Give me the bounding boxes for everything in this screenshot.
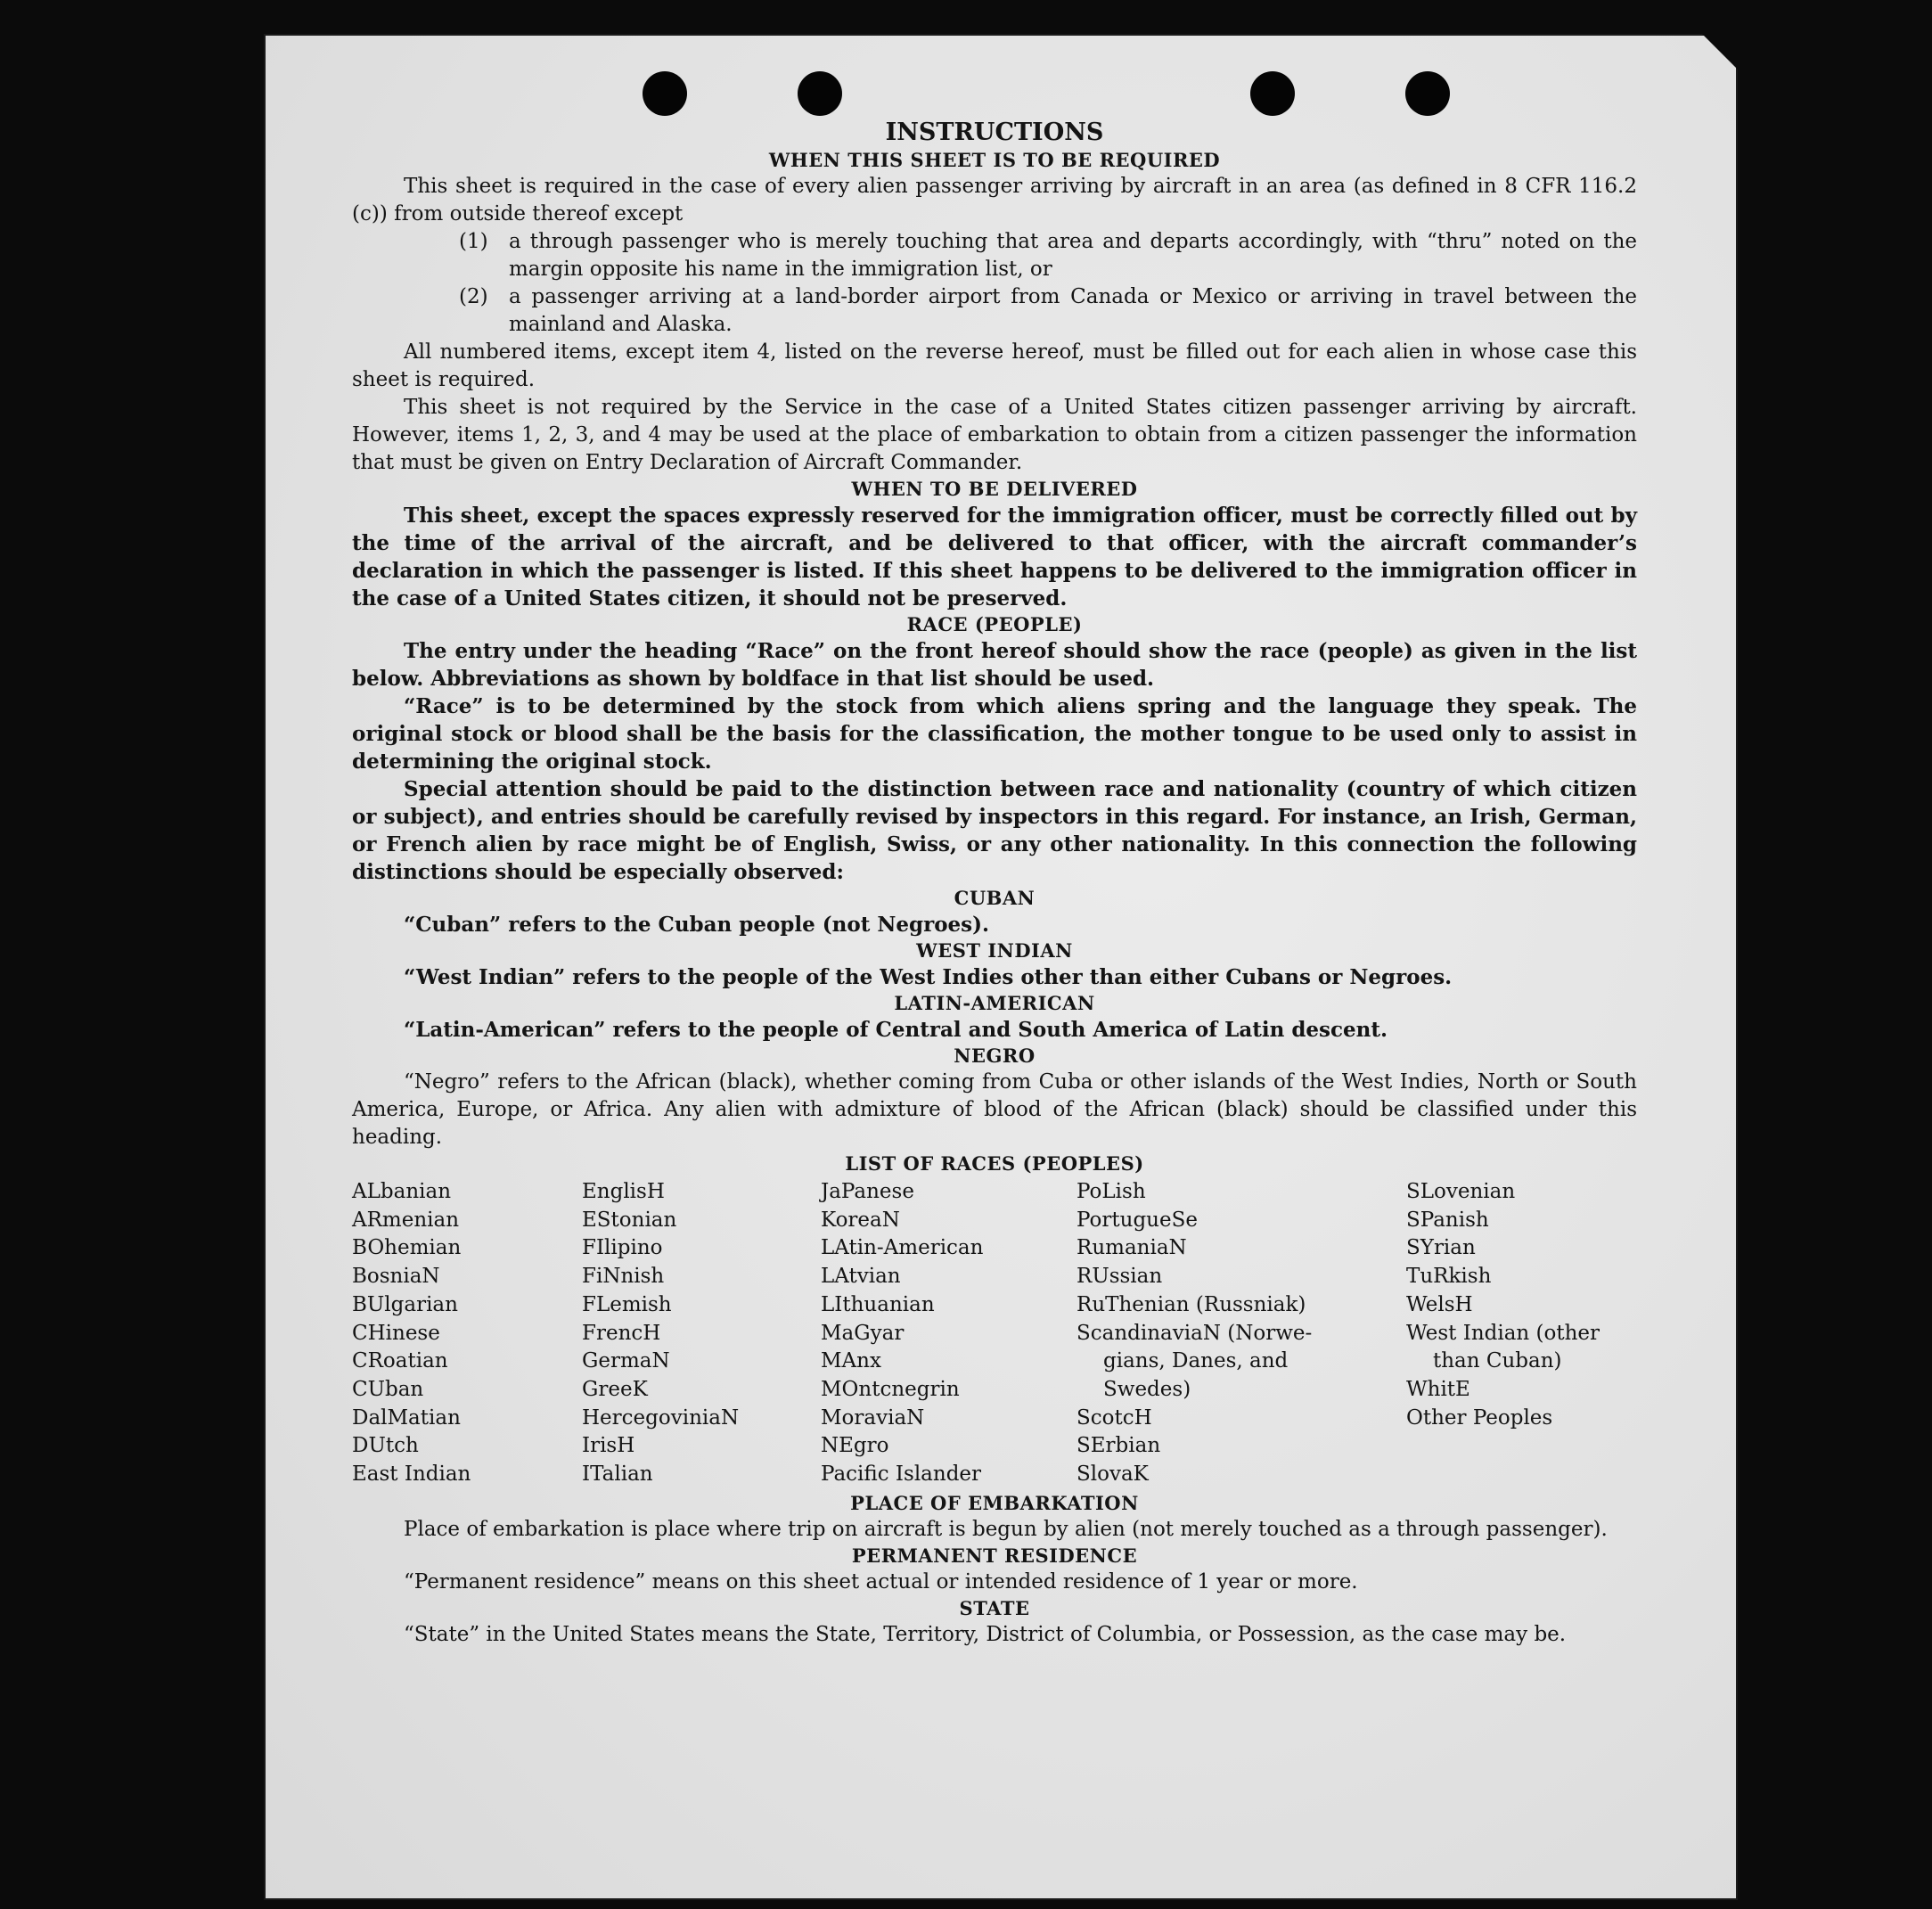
race-entry: MOntcnegrin: [821, 1377, 960, 1401]
race-column-1: [352, 1178, 582, 1489]
race-entry: DalMatian: [352, 1405, 461, 1430]
race-entry: HercegoviniaN: [582, 1405, 740, 1430]
item-number: (1): [459, 230, 488, 253]
section-heading-west-indian: WEST INDIAN: [916, 939, 1073, 962]
punch-hole: [1405, 71, 1450, 116]
embarkation-paragraph: Place of embarkation is place where trip on aircraft is begun by alien (not merely touched as a through passenger).: [404, 1517, 1608, 1541]
item-text: a passenger arriving at a land-border airport from Canada or Mexico or arriving in travel between the mainland and Alaska.: [509, 285, 1637, 336]
section-heading-race: RACE (PEOPLE): [906, 613, 1083, 635]
race-entry: WelsH: [1406, 1292, 1473, 1316]
race-entry: EStonian: [582, 1208, 677, 1232]
race-column-4: [1077, 1178, 1406, 1489]
numbered-items-paragraph: All numbered items, except item 4, listed on the reverse hereof, must be filled out for each alien in whose case this sheet is required.: [352, 340, 1637, 391]
race-entry: MAnx: [821, 1349, 881, 1373]
section-heading-embarkation: PLACE OF EMBARKATION: [850, 1491, 1139, 1514]
race-entry-continuation: than Cuban): [1433, 1349, 1562, 1373]
section-heading-negro: NEGRO: [954, 1045, 1036, 1067]
race-entry: East Indian: [352, 1462, 471, 1487]
section-heading-latin-american: LATIN-AMERICAN: [894, 992, 1095, 1014]
race-entry: SYrian: [1406, 1236, 1476, 1260]
race-entry: ScotcH: [1077, 1405, 1152, 1430]
cuban-paragraph: “Cuban” refers to the Cuban people (not Negroes).: [404, 913, 990, 937]
race-entry: LAtvian: [821, 1265, 901, 1289]
state-paragraph: “State” in the United States means the State, Territory, District of Columbia, or Possession, as the case may be.: [404, 1622, 1567, 1646]
race-column-5: [1406, 1178, 1637, 1489]
race-entry: TuRkish: [1406, 1265, 1492, 1289]
race-entry: BOhemian: [352, 1236, 462, 1260]
race-entry: Other Peoples: [1406, 1405, 1553, 1430]
section-heading-residence: PERMANENT RESIDENCE: [851, 1544, 1138, 1567]
document-sheet: [266, 36, 1736, 1898]
race-entry: IrisH: [582, 1434, 635, 1458]
race-entry: BosniaN: [352, 1265, 440, 1289]
race-entry: SLovenian: [1406, 1180, 1516, 1203]
race-entry: GermaN: [582, 1349, 670, 1373]
race-column-2: [582, 1178, 821, 1489]
race-entry: RuThenian (Russniak): [1077, 1292, 1306, 1316]
west-indian-paragraph: “West Indian” refers to the people of the West Indies other than either Cubans or Negroes.: [404, 965, 1453, 989]
race-entry: MaGyar: [821, 1321, 905, 1345]
negro-paragraph: “Negro” refers to the African (black), whether coming from Cuba or other islands of the West Indies, North or South America, Europe, or Africa. Any alien with admixture of blood of the African (black) should be classified under this heading.: [352, 1070, 1637, 1149]
race-entry: SlovaK: [1077, 1462, 1149, 1487]
race-list: [352, 1178, 1637, 1489]
race-entry: WhitE: [1406, 1377, 1470, 1401]
race-entry: Pacific Islander: [821, 1462, 982, 1487]
race-entry: ITalian: [582, 1462, 653, 1487]
race-entry: MoraviaN: [821, 1405, 925, 1430]
race-entry: SPanish: [1406, 1208, 1489, 1232]
race-entry: DUtch: [352, 1434, 419, 1458]
exception-item-2: [352, 283, 1637, 339]
citizen-paragraph: This sheet is not required by the Service in the case of a United States citizen passenger arriving by aircraft. However, items 1, 2, 3, and 4 may be used at the place of embarkation to obtain from a citizen passenger the information that must be given on Entry Declaration of Aircraft Commander.: [352, 396, 1637, 474]
race-entry: ALbanian: [352, 1180, 452, 1203]
race-entry: ARmenian: [352, 1208, 460, 1232]
race-entry: CUban: [352, 1377, 424, 1401]
delivered-paragraph: This sheet, except the spaces expressly reserved for the immigration officer, must be correctly filled out by the time of the arrival of the aircraft, and be delivered to that officer, with the aircraft commander’s declaration in which the passenger is listed. If this sheet happens to be delivered to the immigration officer in the case of a United States citizen, it should not be preserved.: [352, 504, 1637, 610]
race-entry: KoreaN: [821, 1208, 900, 1232]
item-number: (2): [459, 285, 488, 308]
race-column-3: [821, 1178, 1077, 1489]
race-entry: LIthuanian: [821, 1292, 935, 1316]
race-entry-continuation: Swedes): [1103, 1377, 1191, 1401]
race-entry: ScandinaviaN (Norwe-: [1077, 1321, 1313, 1345]
race-paragraph-1: The entry under the heading “Race” on the front hereof should show the race (people) as given in the list below. Abbreviations as shown by boldface in that list should be used.: [352, 639, 1637, 691]
required-intro: This sheet is required in the case of every alien passenger arriving by aircraft in an area (as defined in 8 CFR 116.2 (c)) from outside thereof except: [352, 175, 1637, 225]
exception-item-1: [352, 228, 1637, 283]
section-heading-cuban: CUBAN: [954, 887, 1036, 909]
race-entry: CHinese: [352, 1321, 440, 1345]
section-heading-race-list: LIST OF RACES (PEOPLES): [845, 1152, 1144, 1175]
race-entry: SErbian: [1077, 1434, 1161, 1458]
race-entry: PoLish: [1077, 1180, 1146, 1203]
section-heading-delivered: WHEN TO BE DELIVERED: [851, 478, 1138, 500]
race-entry: PortugueSe: [1077, 1208, 1198, 1232]
race-entry: RUssian: [1077, 1265, 1163, 1289]
race-entry: FIlipino: [582, 1236, 663, 1260]
punch-hole: [1250, 71, 1295, 116]
section-heading-required: WHEN THIS SHEET IS TO BE REQUIRED: [768, 149, 1221, 171]
race-paragraph-2: “Race” is to be determined by the stock from which aliens spring and the language they speak. The original stock or blood shall be the basis for the classification, the mother tongue to be used only to assist in determining the original stock.: [352, 694, 1637, 774]
punch-hole: [798, 71, 842, 116]
item-text: a through passenger who is merely touching that area and departs accordingly, with “thru” noted on the margin opposite his name in the immigration list, or: [509, 230, 1637, 281]
race-entry: FiNnish: [582, 1265, 665, 1289]
race-entry: NEgro: [821, 1434, 889, 1458]
section-heading-state: STATE: [959, 1596, 1030, 1619]
race-entry: RumaniaN: [1077, 1236, 1187, 1260]
latin-american-paragraph: “Latin-American” refers to the people of Central and South America of Latin descent.: [404, 1018, 1388, 1042]
punch-hole: [643, 71, 687, 116]
folded-corner: [1702, 34, 1738, 70]
race-entry: EnglisH: [582, 1180, 665, 1203]
race-entry: West Indian (other: [1406, 1321, 1600, 1345]
race-entry-continuation: gians, Danes, and: [1103, 1349, 1289, 1373]
instructions-content: [352, 118, 1637, 1649]
race-paragraph-3: Special attention should be paid to the distinction between race and nationality (country of which citizen or subject), and entries should be carefully revised by inspectors in this regard. For instance, an Irish, German, or French alien by race might be of English, Swiss, or any other nationality. In this connection the following distinctions should be especially observed:: [352, 777, 1637, 884]
residence-paragraph: “Permanent residence” means on this sheet actual or intended residence of 1 year or more.: [404, 1569, 1358, 1594]
race-entry: LAtin-American: [821, 1236, 984, 1260]
page-title: INSTRUCTIONS: [885, 119, 1104, 146]
race-entry: CRoatian: [352, 1349, 448, 1373]
race-entry: JaPanese: [821, 1180, 914, 1203]
race-entry: BUlgarian: [352, 1292, 458, 1316]
race-entry: FLemish: [582, 1292, 672, 1316]
race-entry: FrencH: [582, 1321, 661, 1345]
race-entry: GreeK: [582, 1377, 648, 1401]
